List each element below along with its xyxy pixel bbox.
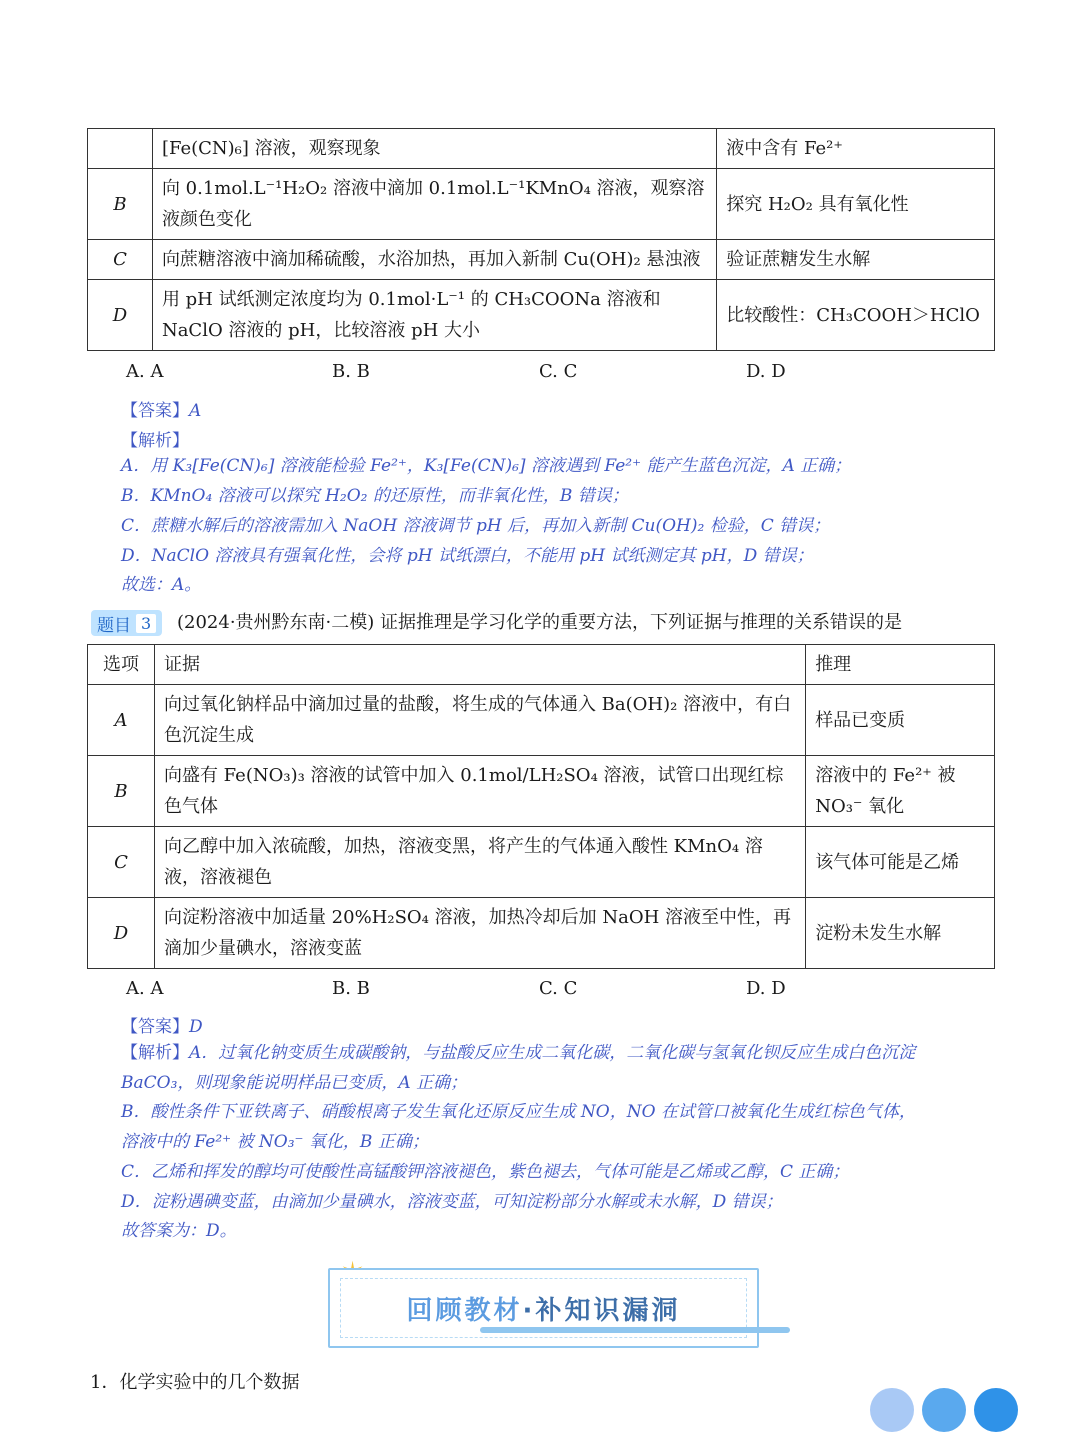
decor-circle-2 (922, 1388, 966, 1432)
table-row (88, 756, 995, 827)
row-content: 向蔗糖溶液中滴加稀硫酸，水浴加热，再加入新制 Cu(OH)₂ 悬浊液 (152, 240, 716, 280)
row-purpose: 比较酸性：CH₃COOH＞HClO (717, 280, 995, 351)
banner-part2: 补知识漏洞 (535, 1296, 681, 1326)
option-d: D. D (746, 361, 786, 382)
analysis-line: D．NaClO 溶液具有强氧化性，会将 pH 试纸漂白，不能用 pH 试纸测定其 pH，D 错误； (121, 546, 814, 566)
header-evidence: 证据 (154, 645, 805, 685)
banner-part1: 回顾教材 (406, 1296, 523, 1326)
row-content: [Fe(CN)₆] 溶液，观察现象 (152, 129, 716, 169)
row-label: B (88, 756, 155, 827)
header-reasoning: 推理 (806, 645, 995, 685)
q2-answer (121, 396, 201, 421)
section-title: 1．化学实验中的几个数据 (90, 1372, 300, 1393)
analysis-line: B．酸性条件下亚铁离子、硝酸根离子发生氧化还原反应生成 NO，NO 在试管口被氧化生成红棕色气体， (121, 1102, 916, 1122)
analysis-line: B．KMnO₄ 溶液可以探究 H₂O₂ 的还原性，而非氧化性，B 错误； (121, 486, 629, 506)
question-text: (2024·贵州黔东南·二模) 证据推理是学习化学的重要方法，下列证据与推理的关系错误的是 (177, 612, 903, 633)
answer-value: A (189, 401, 202, 421)
analysis-line: 故答案为：D。 (121, 1221, 237, 1241)
option-a: A. A (126, 978, 164, 999)
row-label: B (88, 169, 153, 240)
option-c: C. C (539, 361, 578, 382)
experiment-table-1 (87, 128, 995, 351)
section-banner (328, 1268, 759, 1348)
header-option: 选项 (88, 645, 155, 685)
table-row (88, 280, 995, 351)
option-a: A. A (126, 361, 164, 382)
experiment-table-2 (87, 644, 995, 969)
option-d: D. D (746, 978, 786, 999)
answer-label: 【答案】 (121, 401, 189, 421)
row-content: 向盛有 Fe(NO₃)₃ 溶液的试管中加入 0.1mol/LH₂SO₄ 溶液，试管口出现红棕色气体 (154, 756, 805, 827)
question-tag-label: 题目 (97, 615, 131, 636)
row-purpose: 该气体可能是乙烯 (806, 827, 995, 898)
analysis-label: 【解析】 (121, 1043, 189, 1063)
analysis-line: BaCO₃，则现象能说明样品已变质，A 正确； (121, 1073, 468, 1093)
row-purpose: 溶液中的 Fe²⁺ 被 NO₃⁻ 氧化 (806, 756, 995, 827)
row-label: D (88, 280, 153, 351)
row-content: 向乙醇中加入浓硫酸，加热，溶液变黑，将产生的气体通入酸性 KMnO₄ 溶液，溶液褪色 (154, 827, 805, 898)
table-header-row (88, 645, 995, 685)
analysis-line: C．蔗糖水解后的溶液需加入 NaOH 溶液调节 pH 后，再加入新制 Cu(OH)₂ 检验，C 错误； (121, 516, 831, 536)
answer-label: 【答案】 (121, 1017, 189, 1037)
analysis-line: A．用 K₃[Fe(CN)₆] 溶液能检验 Fe²⁺，K₃[Fe(CN)₆] 溶液遇到 Fe²⁺ 能产生蓝色沉淀，A 正确； (121, 456, 852, 476)
banner-dot: · (522, 1296, 536, 1326)
row-purpose: 探究 H₂O₂ 具有氧化性 (717, 169, 995, 240)
table-row (88, 685, 995, 756)
analysis-line: 溶液中的 Fe²⁺ 被 NO₃⁻ 氧化，B 正确； (121, 1132, 429, 1152)
answer-value: D (189, 1017, 203, 1037)
question-tag (91, 610, 162, 636)
analysis-line: D．淀粉遇碘变蓝，由滴加少量碘水，溶液变蓝，可知淀粉部分水解或未水解，D 错误； (121, 1192, 783, 1212)
table-row (88, 169, 995, 240)
row-label: C (88, 827, 155, 898)
row-purpose: 淀粉未发生水解 (806, 898, 995, 969)
row-label: D (88, 898, 155, 969)
table-row (88, 240, 995, 280)
option-b: B. B (332, 361, 370, 382)
row-label: A (88, 685, 155, 756)
option-b: B. B (332, 978, 370, 999)
row-purpose: 液中含有 Fe²⁺ (717, 129, 995, 169)
row-content: 向 0.1mol.L⁻¹H₂O₂ 溶液中滴加 0.1mol.L⁻¹KMnO₄ 溶液，观察溶液颜色变化 (152, 169, 716, 240)
row-label (88, 129, 153, 169)
row-label: C (88, 240, 153, 280)
table-row (88, 827, 995, 898)
analysis-line (121, 1042, 915, 1064)
decor-circle-1 (870, 1388, 914, 1432)
q3-answer (121, 1012, 203, 1037)
q2-analysis-label: 【解析】 (121, 431, 189, 451)
option-c: C. C (539, 978, 578, 999)
analysis-text: A．过氧化钠变质生成碳酸钠，与盐酸反应生成二氧化碳，二氧化碳与氢氧化钡反应生成白色沉淀 (189, 1043, 916, 1063)
banner-underline (480, 1327, 790, 1333)
row-content: 向过氧化钠样品中滴加过量的盐酸，将生成的气体通入 Ba(OH)₂ 溶液中，有白色沉淀生成 (154, 685, 805, 756)
row-purpose: 验证蔗糖发生水解 (717, 240, 995, 280)
table-row (88, 898, 995, 969)
question-number: 3 (136, 614, 156, 633)
banner-title (330, 1290, 757, 1327)
row-content: 用 pH 试纸测定浓度均为 0.1mol·L⁻¹ 的 CH₃COONa 溶液和 NaClO 溶液的 pH，比较溶液 pH 大小 (152, 280, 716, 351)
row-content: 向淀粉溶液中加适量 20%H₂SO₄ 溶液，加热冷却后加 NaOH 溶液至中性，再滴加少量碘水，溶液变蓝 (154, 898, 805, 969)
analysis-line: C．乙烯和挥发的醇均可使酸性高锰酸钾溶液褪色，紫色褪去，气体可能是乙烯或乙醇，C 正确； (121, 1162, 850, 1182)
decor-circle-3 (974, 1388, 1018, 1432)
row-purpose: 样品已变质 (806, 685, 995, 756)
analysis-line: 故选：A。 (121, 575, 202, 595)
table-row (88, 129, 995, 169)
